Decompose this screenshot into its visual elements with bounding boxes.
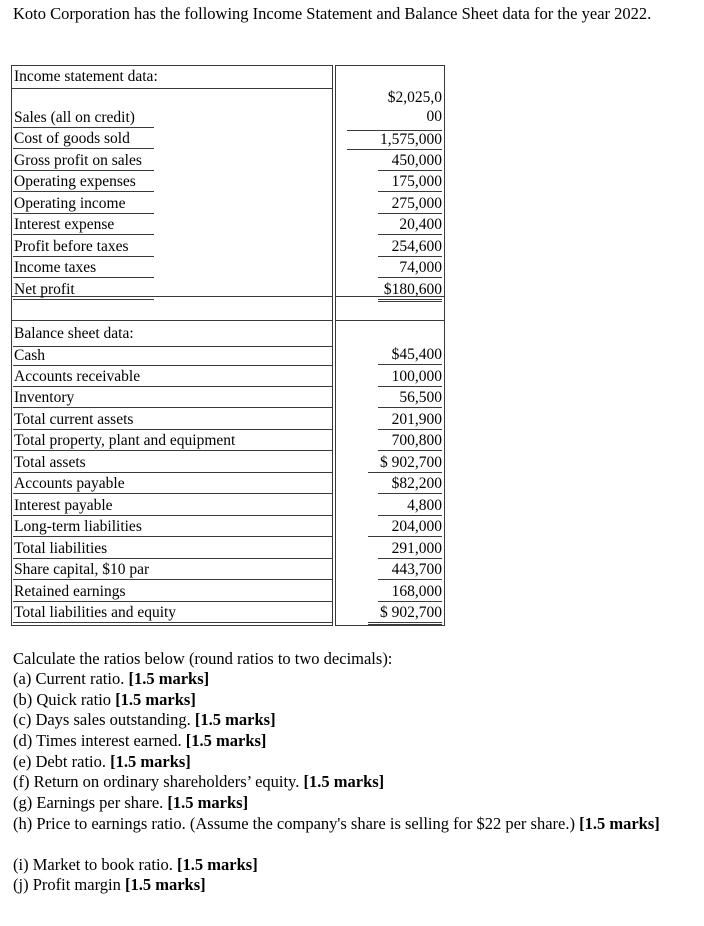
question-item: (e) Debt ratio. [1.5 marks] <box>13 752 191 771</box>
balance-row-value: 100,000 <box>378 368 442 387</box>
balance-heading: Balance sheet data: <box>14 325 134 342</box>
income-heading: Income statement data: <box>14 68 158 85</box>
balance-value-column <box>335 320 445 626</box>
income-statement-table <box>11 65 445 297</box>
balance-row-value: 168,000 <box>378 583 442 602</box>
balance-row-label: Inventory <box>13 389 332 408</box>
balance-row-value: 443,700 <box>378 561 442 580</box>
balance-row-value: 204,000 <box>368 518 442 537</box>
income-row-label: Cost of goods sold <box>13 130 154 149</box>
income-row-value: $2,025,0 00 <box>387 89 442 125</box>
intro-text: Koto Corporation has the following Income Statement and Balance Sheet data for the year 2022. <box>13 4 652 23</box>
income-row-label: Net profit <box>13 281 154 300</box>
question-item: (i) Market to book ratio. [1.5 marks] <box>13 855 258 874</box>
question-item: (j) Profit margin [1.5 marks] <box>13 875 206 894</box>
balance-row-value: 700,800 <box>378 432 442 451</box>
table-spacer <box>335 297 445 320</box>
balance-row-label: Total liabilities and equity <box>13 604 332 623</box>
income-row-label: Interest expense <box>13 216 154 235</box>
balance-row-label: Interest payable <box>13 497 332 516</box>
balance-row-label: Cash <box>13 346 332 366</box>
question-item: (d) Times interest earned. [1.5 marks] <box>13 731 267 750</box>
income-row-value: 450,000 <box>378 152 442 171</box>
question-item: (g) Earnings per share. [1.5 marks] <box>13 793 249 812</box>
question-item: (b) Quick ratio [1.5 marks] <box>13 690 196 709</box>
balance-row-label: Share capital, $10 par <box>13 561 332 580</box>
income-row-value: 20,400 <box>378 216 442 235</box>
balance-row-value: $ 902,700 <box>368 604 442 625</box>
balance-row-value: 201,900 <box>378 411 442 430</box>
balance-row-value: 56,500 <box>378 389 442 408</box>
income-row-label: Operating expenses <box>13 173 154 192</box>
question-item: (c) Days sales outstanding. [1.5 marks] <box>13 710 276 729</box>
income-row-label: Operating income <box>13 195 154 214</box>
income-row-label: Sales (all on credit) <box>13 109 154 128</box>
income-row-value: 175,000 <box>378 173 442 192</box>
balance-row-value: $ 902,700 <box>368 454 442 473</box>
income-row-label: Income taxes <box>13 259 154 278</box>
balance-row-label: Total current assets <box>13 411 332 430</box>
balance-row-label: Accounts payable <box>13 475 332 494</box>
balance-row-label: Retained earnings <box>13 583 332 602</box>
balance-row-value: $45,400 <box>378 346 442 365</box>
balance-label-column <box>11 320 333 626</box>
income-label-column <box>11 65 333 297</box>
balance-row-label: Long-term liabilities <box>13 518 332 537</box>
balance-row-value: $82,200 <box>378 475 442 494</box>
question-item: (f) Return on ordinary shareholders’ equity. [1.5 marks] <box>13 772 385 791</box>
question-item: (h) Price to earnings ratio. (Assume the company's share is selling for $22 per share.) [1.5 marks] <box>13 814 660 833</box>
balance-row-label: Total property, plant and equipment <box>13 432 332 451</box>
balance-row-label: Total assets <box>13 454 332 473</box>
income-row-value: 275,000 <box>378 195 442 214</box>
income-row-value: 1,575,000 <box>347 130 442 150</box>
balance-row-value: 291,000 <box>378 540 442 559</box>
income-row-label: Gross profit on sales <box>13 152 154 171</box>
balance-row-label: Total liabilities <box>13 540 332 559</box>
table-spacer <box>11 297 333 320</box>
question-prompt: Calculate the ratios below (round ratios to two decimals): <box>13 649 393 668</box>
balance-row-label: Accounts receivable <box>13 368 332 387</box>
income-row-label: Profit before taxes <box>13 238 154 257</box>
income-row-value: 254,600 <box>378 238 442 257</box>
income-row-value: $180,600 <box>378 281 442 302</box>
question-item: (a) Current ratio. [1.5 marks] <box>13 669 210 688</box>
balance-row-value: 4,800 <box>378 497 442 516</box>
income-row-value: 74,000 <box>378 259 442 278</box>
income-value-column <box>335 65 445 297</box>
balance-sheet-table <box>11 320 445 626</box>
